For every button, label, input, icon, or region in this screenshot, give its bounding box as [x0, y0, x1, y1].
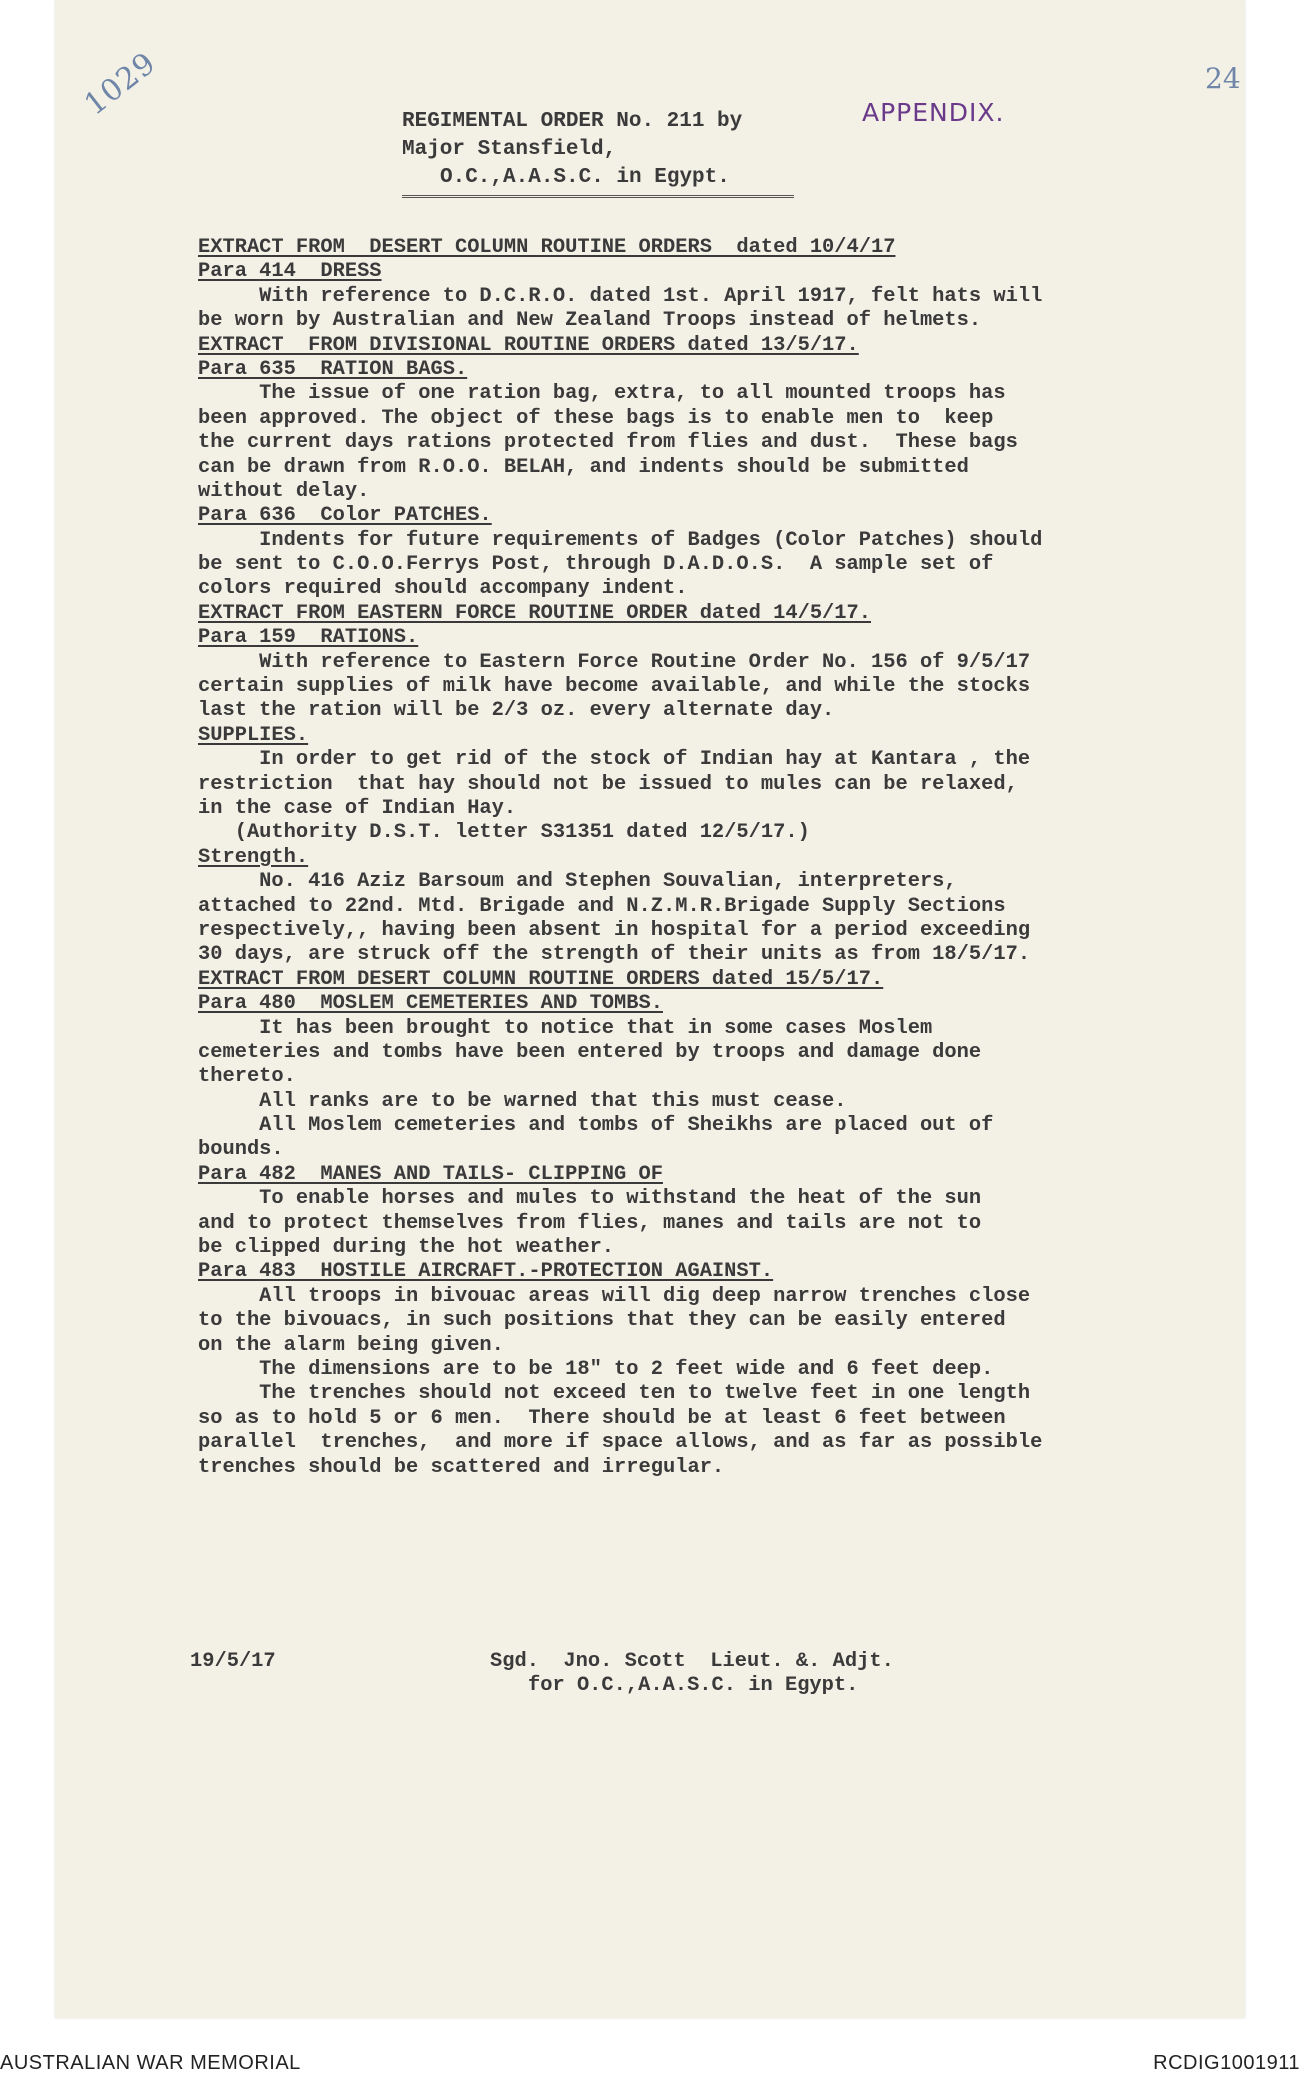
body-line: To enable horses and mules to withstand the heat of the sun: [198, 1187, 982, 1211]
body-line: (Authority D.S.T. letter S31351 dated 12/5/17.): [198, 821, 810, 845]
body-line: All Moslem cemeteries and tombs of Sheikhs are placed out of: [198, 1114, 994, 1138]
body-line: The trenches should not exceed ten to twelve feet in one length: [198, 1382, 1031, 1406]
section-heading: EXTRACT FROM DIVISIONAL ROUTINE ORDERS dated 13/5/17.: [198, 333, 859, 357]
body-line: cemeteries and tombs have been entered by troops and damage done: [198, 1040, 982, 1064]
body-line: be sent to C.O.O.Ferrys Post, through D.A.D.O.S. A sample set of: [198, 553, 994, 577]
appendix-stamp: APPENDIX.: [862, 98, 1005, 127]
section-heading: Para 159 RATIONS.: [198, 626, 419, 650]
body-line: can be drawn from R.O.O. BELAH, and indents should be submitted: [198, 455, 969, 479]
body-line: No. 416 Aziz Barsoum and Stephen Souvalian, interpreters,: [198, 870, 957, 894]
body-line: be worn by Australian and New Zealand Troops instead of helmets.: [198, 309, 982, 333]
footer-catalogue-id: RCDIG1001911: [1153, 2052, 1300, 2074]
order-body: [198, 236, 1238, 1480]
body-line: bounds.: [198, 1138, 284, 1162]
body-line: without delay.: [198, 479, 370, 503]
body-line: With reference to D.C.R.O. dated 1st. April 1917, felt hats will: [198, 284, 1043, 308]
body-line: 30 days, are struck off the strength of their units as from 18/5/17.: [198, 943, 1031, 967]
body-line: restriction that hay should not be issued to mules can be relaxed,: [198, 772, 1018, 796]
body-line: parallel trenches, and more if space allows, and as far as possible: [198, 1431, 1043, 1455]
section-heading: Para 636 Color PATCHES.: [198, 504, 492, 528]
header-divider: [402, 195, 794, 198]
body-line: In order to get rid of the stock of Indian hay at Kantara , the: [198, 748, 1031, 772]
signature-line: Sgd. Jno. Scott Lieut. &. Adjt.: [490, 1650, 894, 1673]
signature-date: 19/5/17: [190, 1650, 276, 1673]
body-line: been approved. The object of these bags is to enable men to keep: [198, 406, 994, 430]
section-heading: SUPPLIES.: [198, 723, 309, 747]
section-heading: Strength.: [198, 845, 309, 869]
order-unit: O.C.,A.A.S.C. in Egypt.: [440, 166, 730, 189]
section-heading: Para 482 MANES AND TAILS- CLIPPING OF: [198, 1162, 663, 1186]
body-line: certain supplies of milk have become available, and while the stocks: [198, 675, 1031, 699]
page-number: 24: [1205, 62, 1241, 95]
body-line: in the case of Indian Hay.: [198, 796, 517, 820]
order-author: Major Stansfield,: [402, 138, 617, 161]
body-line: so as to hold 5 or 6 men. There should be at least 6 feet between: [198, 1406, 1006, 1430]
body-line: All troops in bivouac areas will dig deep narrow trenches close: [198, 1284, 1031, 1308]
body-line: to the bivouacs, in such positions that they can be easily entered: [198, 1309, 1006, 1333]
body-line: last the ration will be 2/3 oz. every alternate day.: [198, 699, 835, 723]
body-line: respectively,, having been absent in hospital for a period exceeding: [198, 918, 1031, 942]
body-line: thereto.: [198, 1065, 296, 1089]
body-line: Indents for future requirements of Badges (Color Patches) should: [198, 528, 1043, 552]
signature-unit: for O.C.,A.A.S.C. in Egypt.: [528, 1674, 859, 1697]
section-heading: EXTRACT FROM EASTERN FORCE ROUTINE ORDER dated 14/5/17.: [198, 601, 872, 625]
body-line: The issue of one ration bag, extra, to all mounted troops has: [198, 382, 1006, 406]
body-line: It has been brought to notice that in some cases Moslem: [198, 1016, 933, 1040]
section-heading: EXTRACT FROM DESERT COLUMN ROUTINE ORDERS dated 10/4/17: [198, 236, 896, 259]
body-line: All ranks are to be warned that this must cease.: [198, 1089, 847, 1113]
section-heading: Para 483 HOSTILE AIRCRAFT.-PROTECTION AGAINST.: [198, 1260, 774, 1284]
body-line: trenches should be scattered and irregular.: [198, 1455, 725, 1479]
order-title: REGIMENTAL ORDER No. 211 by: [402, 110, 743, 133]
body-line: and to protect themselves from flies, manes and tails are not to: [198, 1211, 982, 1235]
section-heading: Para 414 DRESS: [198, 260, 382, 284]
body-line: be clipped during the hot weather.: [198, 1236, 615, 1260]
body-line: on the alarm being given.: [198, 1333, 504, 1357]
archive-number: 1029: [78, 45, 163, 123]
body-line: colors required should accompany indent.: [198, 577, 688, 601]
body-line: With reference to Eastern Force Routine Order No. 156 of 9/5/17: [198, 650, 1031, 674]
section-heading: Para 635 RATION BAGS.: [198, 357, 468, 381]
body-line: attached to 22nd. Mtd. Brigade and N.Z.M.R.Brigade Supply Sections: [198, 894, 1006, 918]
section-heading: EXTRACT FROM DESERT COLUMN ROUTINE ORDERS dated 15/5/17.: [198, 967, 884, 991]
body-line: The dimensions are to be 18" to 2 feet wide and 6 feet deep.: [198, 1357, 994, 1381]
section-heading: Para 480 MOSLEM CEMETERIES AND TOMBS.: [198, 992, 663, 1016]
body-line: the current days rations protected from flies and dust. These bags: [198, 431, 1018, 455]
footer-institution: AUSTRALIAN WAR MEMORIAL: [0, 2052, 301, 2074]
